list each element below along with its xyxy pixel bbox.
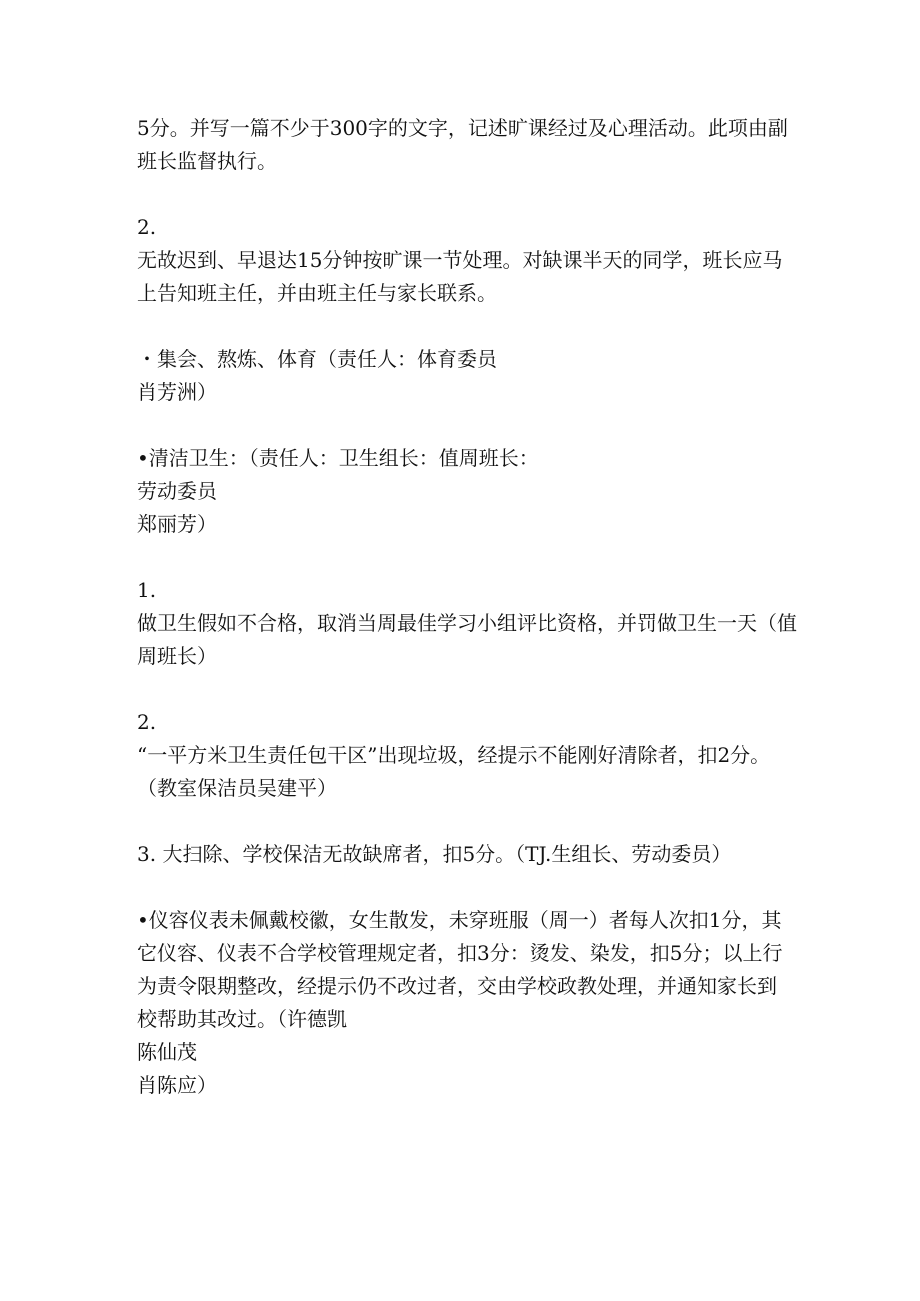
text-line: 为责令限期整改，经提示仍不改过者，交由学校政教处理，并通知家长到 (137, 974, 777, 998)
text-line: 郑丽芳） (137, 512, 217, 536)
text-line: 3. 大扫除、学校保洁无故缺席者，扣5分。（TJ.生组长、劳动委员） (137, 842, 732, 866)
text-line: （教室保洁员吴建平） (137, 776, 337, 800)
paragraph-cleaning-rule-1 (137, 574, 797, 673)
paragraph-cleaning-rule-2 (137, 706, 787, 805)
text-line: 肖芳洲） (137, 380, 217, 404)
text-line: 周班长） (137, 644, 217, 668)
text-line: 肖陈应） (137, 1073, 217, 1097)
text-line: 5分。并写一篇不少于300字的文字，记述旷课经过及心理活动。此项由副 (137, 116, 788, 140)
text-line: 劳动委员 (137, 479, 217, 503)
paragraph-appearance (137, 904, 787, 1102)
paragraph-absence-penalty (137, 112, 787, 178)
list-number: 2. (137, 710, 157, 734)
paragraph-late-rule (137, 211, 787, 310)
text-line: 班长监督执行。 (137, 149, 277, 173)
text-line: 做卫生假如不合格，取消当周最佳学习小组评比资格，并罚做卫生一天（值 (137, 611, 797, 635)
section-heading: •清洁卫生：（责任人：卫生组长：值周班长： (137, 446, 539, 470)
list-number: 2. (137, 215, 157, 239)
document-body (137, 112, 797, 1135)
paragraph-cleaning-rule-3 (137, 838, 787, 871)
list-number: 1. (137, 578, 157, 602)
text-line: “一平方米卫生责任包干区”出现垃圾，经提示不能刚好清除者，扣2分。 (137, 743, 771, 767)
text-line: 校帮助其改过。（许德凯 (137, 1007, 347, 1031)
paragraph-assembly-pe (137, 343, 787, 409)
paragraph-cleaning (137, 442, 787, 541)
text-line: 上告知班主任，并由班主任与家长联系。 (137, 281, 497, 305)
section-heading: ・集会、熬炼、体育（责任人：体育委员 (137, 347, 497, 371)
text-line: 无故迟到、早退达15分钟按旷课一节处理。对缺课半天的同学，班长应马 (137, 248, 783, 272)
text-line: 它仪容、仪表不合学校管理规定者，扣3分：烫发、染发，扣5分；以上行 (137, 941, 783, 965)
text-line: 陈仙茂 (137, 1040, 197, 1064)
section-heading: •仪容仪表未佩戴校徽，女生散发，未穿班服（周一）者每人次扣1分，其 (137, 908, 782, 932)
